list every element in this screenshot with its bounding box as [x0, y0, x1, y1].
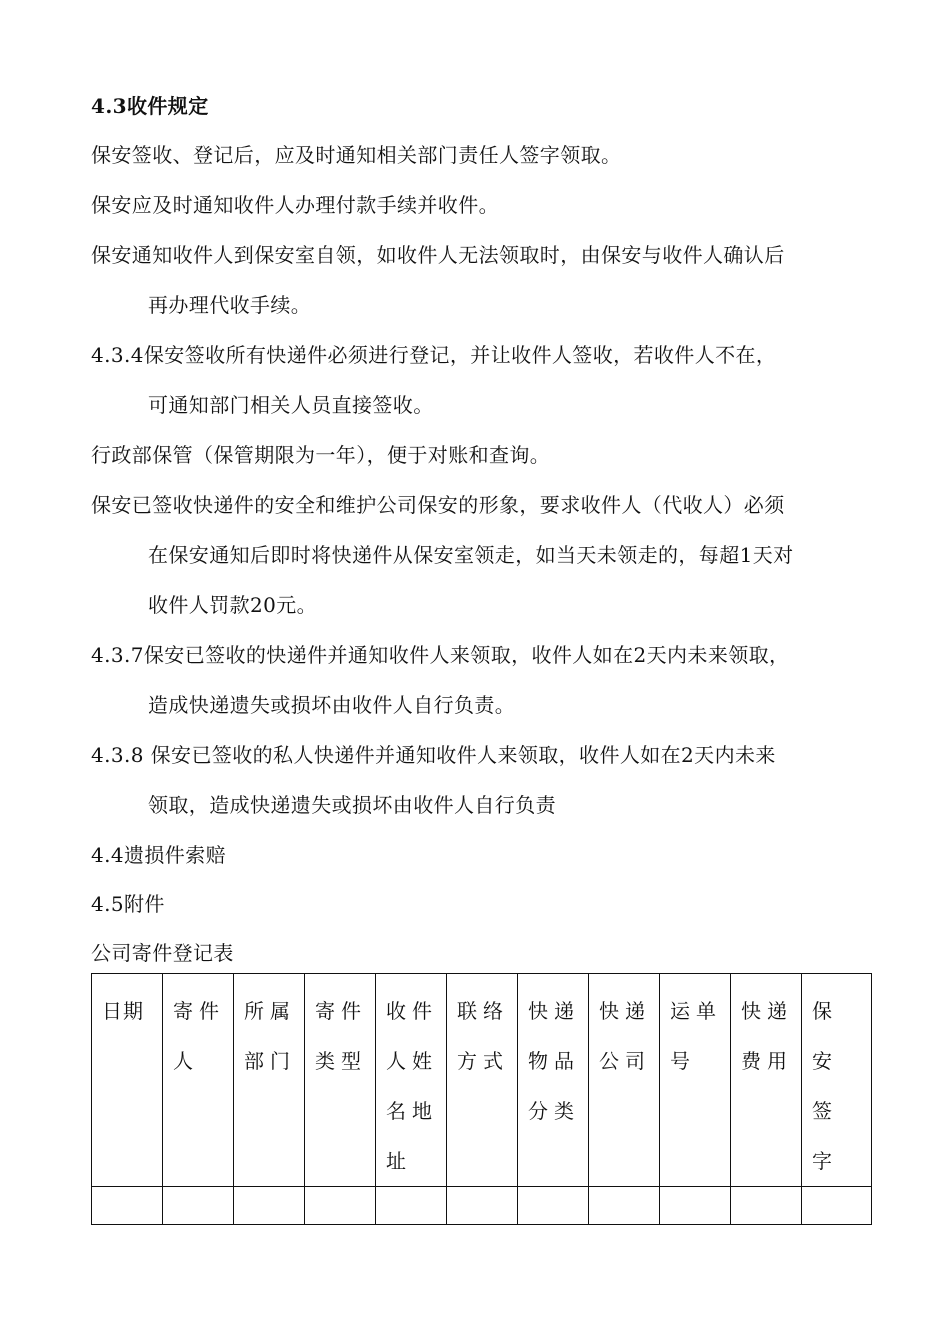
table-cell — [305, 1187, 376, 1225]
paragraph-line: 可通知部门相关人员直接签收。 — [148, 393, 434, 417]
header-cell-department: 所属部门 — [234, 974, 305, 1187]
paragraph-line: 行政部保管（保管期限为一年），便于对账和查询。 — [91, 443, 551, 467]
table-cell — [802, 1187, 872, 1225]
table-cell — [731, 1187, 802, 1225]
header-cell-date: 日期 — [92, 974, 163, 1187]
paragraph-line: 保安已签收快递件的安全和维护公司保安的形象，要求收件人（代收人）必须 — [91, 493, 785, 517]
header-cell-signature: 保安签字 — [802, 974, 872, 1187]
paragraph-line: 保安签收、登记后，应及时通知相关部门责任人签字领取。 — [91, 143, 622, 167]
paragraph-line: 造成快递遗失或损坏由收件人自行负责。 — [148, 693, 516, 717]
header-cell-courier: 快递公司 — [589, 974, 660, 1187]
header-cell-contact: 联络方式 — [447, 974, 518, 1187]
table-cell — [660, 1187, 731, 1225]
subsection-heading: 4.5附件 — [91, 892, 165, 916]
paragraph-line: 4.3.7保安已签收的快递件并通知收件人来领取，收件人如在2天内未来领取， — [91, 643, 790, 667]
paragraph-line: 保安应及时通知收件人办理付款手续并收件。 — [91, 193, 499, 217]
table-cell — [92, 1187, 163, 1225]
paragraph-line: 再办理代收手续。 — [148, 293, 312, 317]
table-row — [92, 1187, 872, 1225]
paragraph-line: 收件人罚款20元。 — [148, 593, 318, 617]
table-cell — [234, 1187, 305, 1225]
header-cell-recipient: 收件人姓名地址 — [376, 974, 447, 1187]
table-header-row — [92, 974, 872, 1187]
table-caption: 公司寄件登记表 — [91, 941, 234, 965]
paragraph-line: 在保安通知后即时将快递件从保安室领走，如当天未领走的，每超1天对 — [148, 543, 794, 567]
table-cell — [518, 1187, 589, 1225]
header-cell-category: 快递物品分类 — [518, 974, 589, 1187]
section-heading: 4.3收件规定 — [91, 94, 209, 118]
header-cell-fee: 快递费用 — [731, 974, 802, 1187]
table-cell — [163, 1187, 234, 1225]
paragraph-line: 4.3.8 保安已签收的私人快递件并通知收件人来领取，收件人如在2天内未来 — [91, 743, 776, 767]
subsection-heading: 4.4遗损件索赔 — [91, 843, 227, 867]
paragraph-line: 领取，造成快递遗失或损坏由收件人自行负责 — [148, 793, 556, 817]
table-cell — [589, 1187, 660, 1225]
paragraph-line: 保安通知收件人到保安室自领，如收件人无法领取时，由保安与收件人确认后 — [91, 243, 785, 267]
table-cell — [447, 1187, 518, 1225]
header-cell-type: 寄件类型 — [305, 974, 376, 1187]
paragraph-line: 4.3.4保安签收所有快递件必须进行登记，并让收件人签收，若收件人不在， — [91, 343, 777, 367]
registration-table — [91, 973, 872, 1225]
header-cell-sender: 寄件人 — [163, 974, 234, 1187]
header-cell-waybill: 运单号 — [660, 974, 731, 1187]
table-cell — [376, 1187, 447, 1225]
